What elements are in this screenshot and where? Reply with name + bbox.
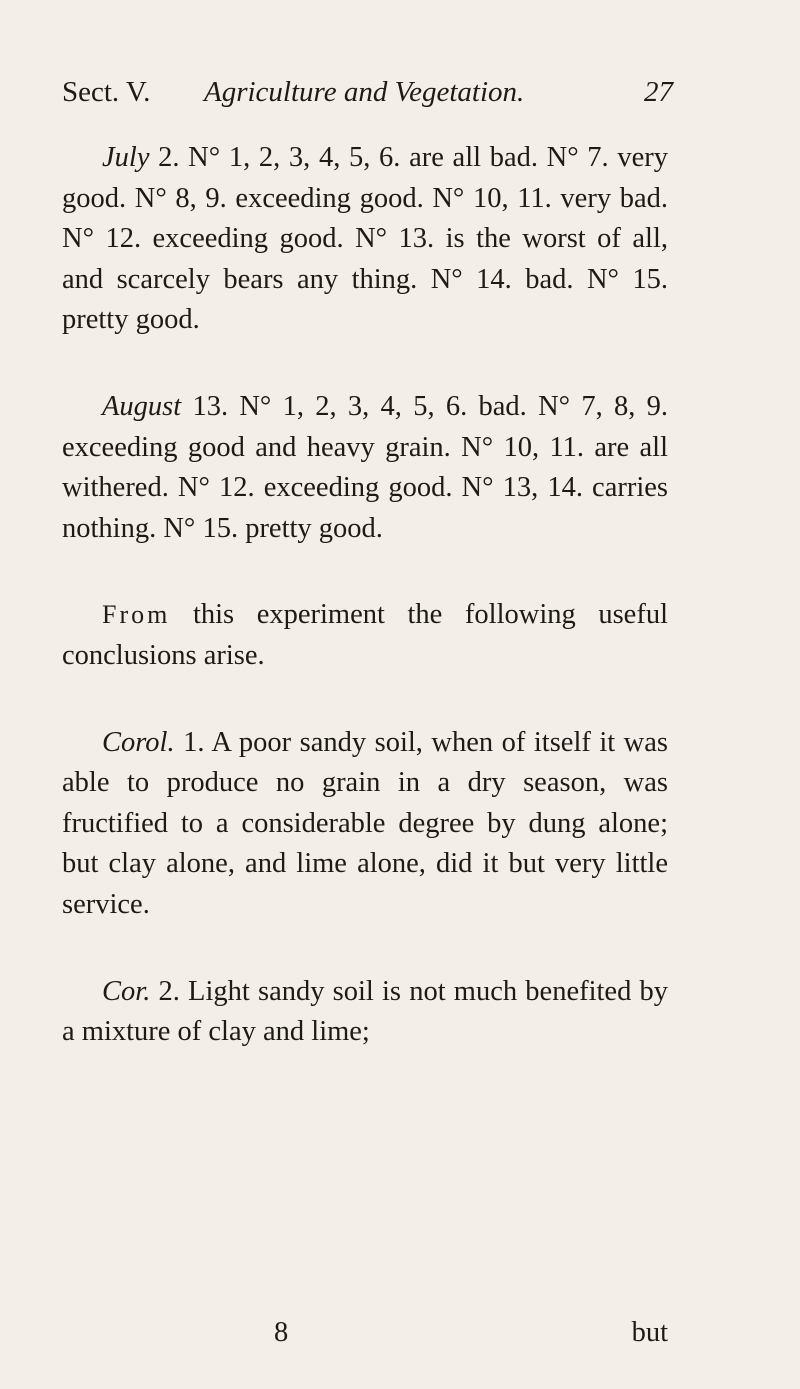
page-body — [62, 138, 668, 1053]
small-caps-lead: From — [102, 600, 171, 630]
signature-mark: 8 — [274, 1317, 289, 1348]
paragraph-text: 2. N° 1, 2, 3, 4, 5, 6. are all bad. N° 7. very good. N° 8, 9. exceeding good. N° 10, 11. very bad. N° 12. exceeding good. N° 13. is the worst of all, and scarcely bears any thing. N° 14. bad. N° 15. pretty good. — [62, 142, 668, 336]
page-number: 27 — [644, 76, 673, 108]
page-footer — [62, 1317, 668, 1357]
paragraph-august — [62, 387, 668, 549]
running-header — [62, 76, 682, 116]
section-label: Sect. V. — [62, 76, 151, 108]
corollary-label: Cor. — [102, 975, 151, 1007]
running-title: Agriculture and Vegetation. — [204, 76, 525, 108]
catchword: but — [631, 1317, 668, 1348]
paragraph-text: 13. N° 1, 2, 3, 4, 5, 6. bad. N° 7, 8, 9. exceeding good and heavy grain. N° 10, 11. are all withered. N° 12. exceeding good. N° 13, 14. carries nothing. N° 15. pretty good. — [62, 390, 668, 544]
corollary-label: Corol. — [102, 726, 175, 758]
paragraph-text: 1. A poor sandy soil, when of itself it was able to produce no grain in a dry season, was fructified to a considerable degree by dung alone; but clay alone, and lime alone, did it but very little service. — [62, 726, 668, 920]
paragraph-corollary-2 — [62, 972, 668, 1053]
paragraph-conclusions — [62, 595, 668, 676]
paragraph-text: 2. Light sandy soil is not much benefited by a mixture of clay and lime; — [62, 975, 668, 1048]
paragraph-text: this experiment the following useful conclusions arise. — [62, 599, 668, 671]
paragraph-corollary-1 — [62, 723, 668, 926]
date-july: July — [102, 142, 150, 173]
date-august: August — [102, 390, 182, 422]
paragraph-july — [62, 138, 668, 341]
